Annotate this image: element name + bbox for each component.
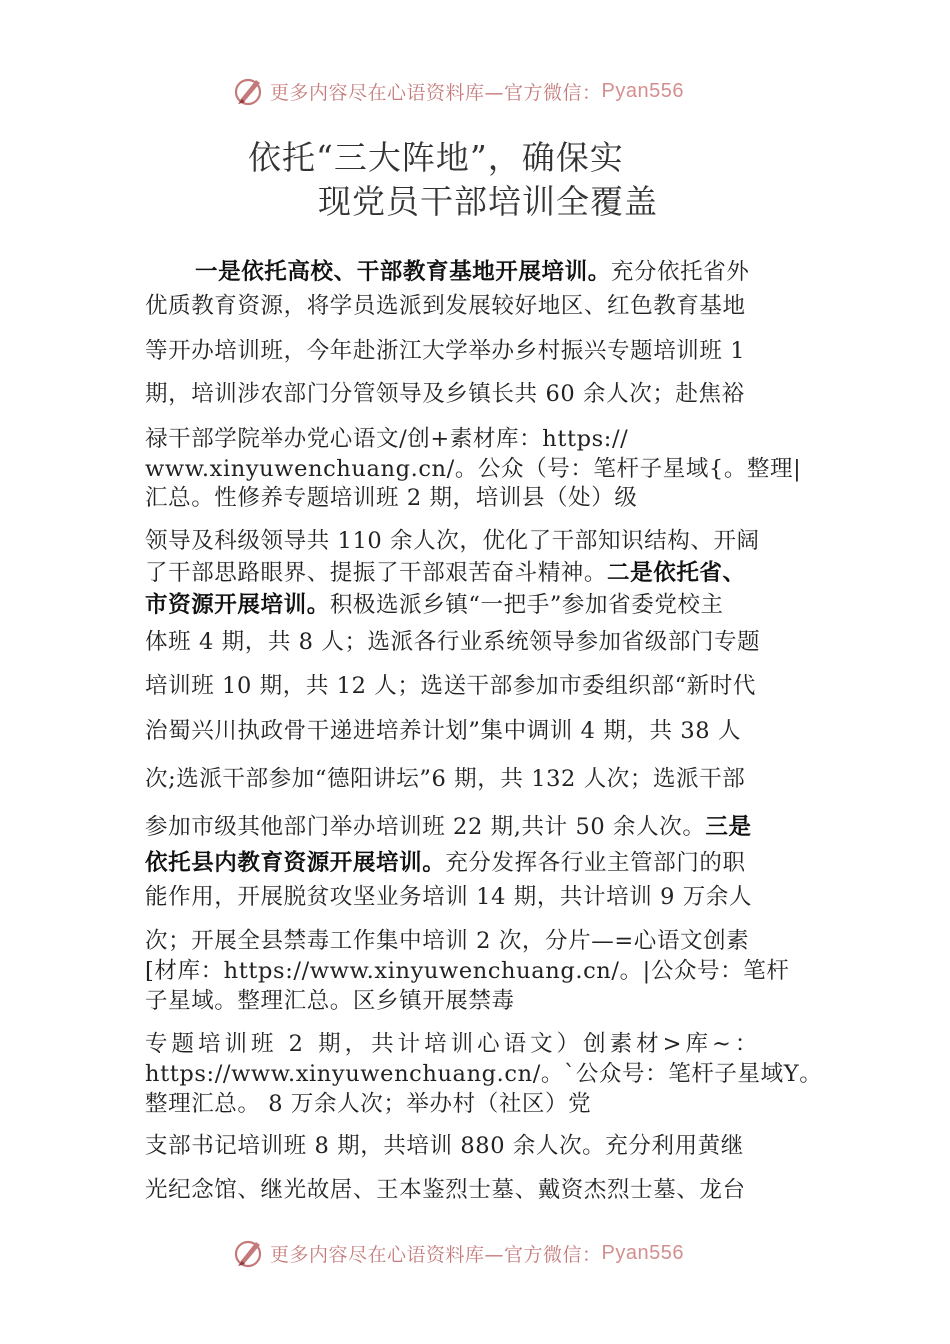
body-line-15: 参加市级其他部门举办培训班 22 期,共计 50 余人次。三是 (145, 814, 752, 840)
body-line-17: 能作用，开展脱贫攻坚业务培训 14 期，共计培训 9 万余人 (145, 884, 753, 910)
section-heading-1: 一是依托高校、干部教育基地开展培训。 (195, 259, 611, 285)
body-line-1: 一是依托高校、干部教育基地开展培训。充分依托省外 (195, 259, 750, 285)
body-line-22: https://www.xinyuwenchuang.cn/。`公众号：笔杆子星域Y。 (145, 1061, 823, 1087)
body-line-10: 市资源开展培训。积极选派乡镇“一把手”参加省委党校主 (145, 592, 724, 618)
section-heading-3a: 三是 (705, 814, 752, 840)
body-line-20: 子星域。整理汇总。区乡镇开展禁毒 (145, 988, 515, 1014)
body-line-9: 了干部思路眼界、提振了干部艰苦奋斗精神。二是依托省、 (145, 560, 746, 586)
body-line-23: 整理汇总。 8 万余人次；举办村（社区）党 (145, 1091, 592, 1117)
header-watermark (232, 74, 684, 108)
body-line-24: 支部书记培训班 8 期，共培训 880 余人次。充分利用黄继 (145, 1133, 744, 1159)
section-heading-2b: 市资源开展培训。 (145, 592, 330, 618)
footer-watermark (232, 1236, 684, 1270)
body-line-2: 优质教育资源，将学员选派到发展较好地区、红色教育基地 (145, 293, 746, 319)
watermark-wechat-id: Pyan556 (601, 79, 684, 102)
body-line-3: 等开办培训班，今年赴浙江大学举办乡村振兴专题培训班 1 (145, 338, 746, 364)
watermark-wechat-id: Pyan556 (601, 1241, 684, 1264)
body-line-7: 汇总。性修养专题培训班 2 期，培训县（处）级 (145, 485, 638, 511)
body-line-5: 禄干部学院举办党心语文/创+素材库：https:// (145, 426, 629, 452)
body-line-19: [材库：https://www.xinyuwenchuang.cn/。|公众号：笔杆 (145, 958, 790, 984)
body-line-12: 培训班 10 期，共 12 人；选送干部参加市委组织部“新时代 (145, 673, 756, 699)
title-line-1: 依托“三大阵地”，确保实 (248, 138, 624, 177)
body-line-25: 光纪念馆、继光故居、王本鉴烈士墓、戴资杰烈士墓、龙台 (145, 1177, 746, 1203)
body-line-11: 体班 4 期，共 8 人；选派各行业系统领导参加省级部门专题 (145, 629, 761, 655)
body-line-14: 次;选派干部参加“德阳讲坛”6 期，共 132 人次；选派干部 (145, 766, 746, 792)
title-line-2: 现党员干部培训全覆盖 (318, 182, 658, 221)
body-line-13: 治蜀兴川执政骨干递进培养计划”集中调训 4 期，共 38 人 (145, 718, 742, 744)
section-heading-2a: 二是依托省、 (607, 560, 746, 586)
body-line-4: 期，培训涉农部门分管领导及乡镇长共 60 余人次；赴焦裕 (145, 381, 745, 407)
watermark-text: 更多内容尽在心语资料库—官方微信： (270, 81, 602, 104)
section-heading-3b: 依托县内教育资源开展培训。 (145, 850, 446, 876)
watermark-text: 更多内容尽在心语资料库—官方微信： (270, 1243, 602, 1266)
body-line-6: www.xinyuwenchuang.cn/。公众（号：笔杆子星域{。整理| (145, 456, 802, 482)
pen-logo-icon (232, 1236, 266, 1270)
body-line-16: 依托县内教育资源开展培训。充分发挥各行业主管部门的职 (145, 850, 746, 876)
body-line-8: 领导及科级领导共 110 余人次，优化了干部知识结构、开阔 (145, 528, 760, 554)
pen-logo-icon (232, 74, 266, 108)
body-line-21: 专题培训班 2 期，共计培训心语文）创素材>库~： (145, 1031, 762, 1057)
body-line-18: 次；开展全县禁毒工作集中培训 2 次，分片—=心语文创素 (145, 928, 750, 954)
